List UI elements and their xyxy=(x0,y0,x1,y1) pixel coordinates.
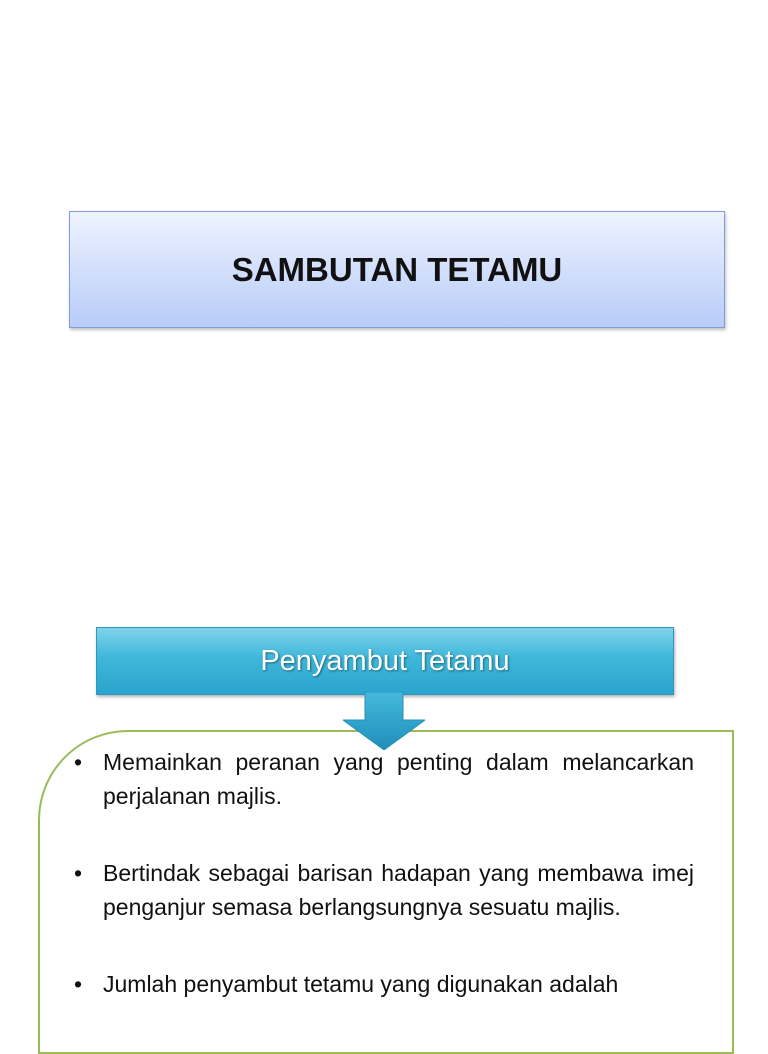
bullet-text: Memainkan peranan yang penting dalam melancarkan perjalanan majlis. xyxy=(103,749,694,809)
section-header-label: Penyambut Tetamu xyxy=(260,644,510,677)
bullet-dot: • xyxy=(74,860,83,886)
list-item xyxy=(74,856,694,924)
section-header xyxy=(96,627,674,695)
list-item xyxy=(74,745,694,813)
bullet-list xyxy=(74,745,694,1044)
bullet-dot: • xyxy=(74,749,83,775)
page-title: SAMBUTAN TETAMU xyxy=(231,250,563,288)
list-item xyxy=(74,967,694,1001)
title-box xyxy=(69,211,725,328)
bullet-dot: • xyxy=(74,971,83,997)
down-arrow-icon xyxy=(343,692,425,750)
bullet-text: Jumlah penyambut tetamu yang digunakan adalah xyxy=(103,971,619,997)
bullet-text: Bertindak sebagai barisan hadapan yang membawa imej penganjur semasa berlangsungnya sesuatu majlis. xyxy=(103,860,694,920)
